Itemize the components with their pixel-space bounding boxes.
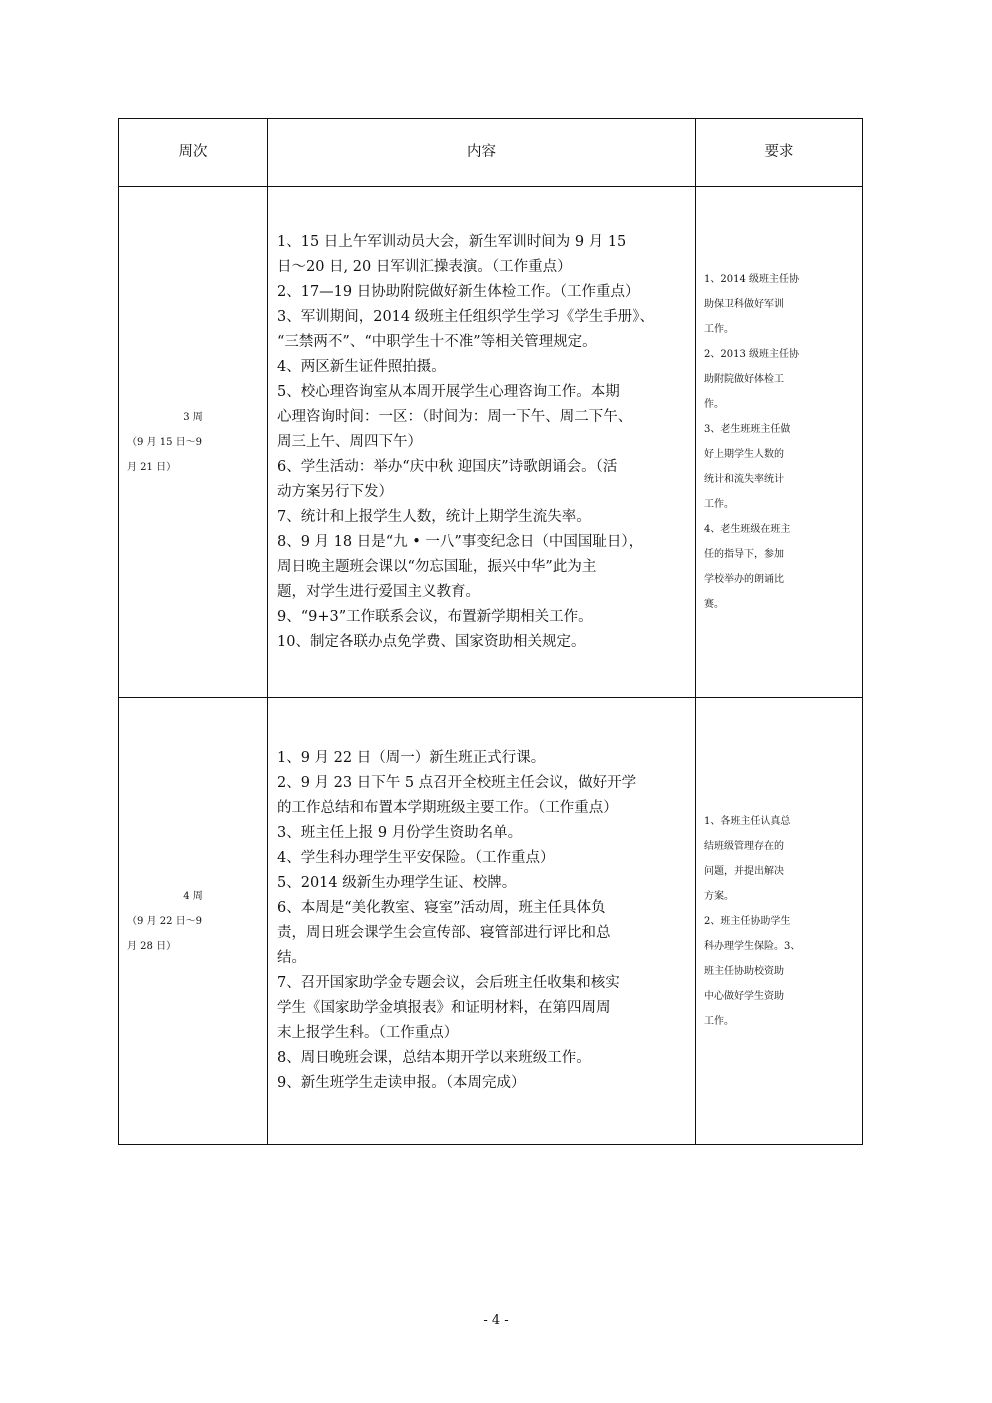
table-row [119,698,863,1145]
week-range: 月 28 日） [127,940,177,952]
text-line: 助附院做好体检工 [704,374,784,385]
week-range: 月 21 日） [127,461,177,473]
week-range: （9 月 15 日～9 [127,436,202,448]
text-line: 学生《国家助学金填报表》和证明材料，在第四周周 [277,1000,611,1016]
text-line: 周三上午、周四下午） [277,433,422,450]
text-line: 4、老生班级在班主 [704,524,791,535]
text-line: 责，周日班会课学生会宣传部、寝管部进行评比和总 [277,925,611,941]
text-line: 问题，并提出解决 [704,865,784,877]
text-line: 末上报学生科。（工作重点） [277,1025,459,1041]
header-week: 周次 [119,119,268,187]
content-lines [277,230,686,655]
text-line: 1、15 日上午军训动员大会，新生军训时间为 9 月 15 [277,233,627,250]
text-line: 10、制定各联办点免学费、国家资助相关规定。 [277,633,586,650]
content-cell [268,187,696,698]
text-line: 日～20 日, 20 日军训汇操表演。（工作重点） [277,258,572,275]
content-cell [268,698,696,1145]
week-cell [119,187,268,698]
text-line: 1、2014 级班主任协 [704,274,799,285]
text-line: 周日晚主题班会课以“勿忘国耻，振兴中华”此为主 [277,558,597,575]
text-line: 8、9 月 18 日是“九 • 一八”事变纪念日（中国国耻日）， [277,533,644,550]
text-line: 学校举办的朗诵比 [704,574,784,585]
text-line: 班主任协助校资助 [704,965,784,977]
text-line: 赛。 [704,599,724,610]
page-number: - 4 - [483,1313,509,1328]
text-line: 3、班主任上报 9 月份学生资助名单。 [277,825,523,841]
text-line: 工作。 [704,1015,734,1027]
text-line: 6、学生活动：举办“庆中秋 迎国庆”诗歌朗诵会。（活 [277,458,618,475]
text-line: 的工作总结和布置本学期班级主要工作。（工作重点） [277,800,618,816]
header-requirement: 要求 [696,119,863,187]
text-line: 4、学生科办理学生平安保险。（工作重点） [277,850,555,866]
week-label: 4 周 [183,890,203,902]
text-line: 工作。 [704,499,734,510]
text-line: “三禁两不”、“中职学生十不准”等相关管理规定。 [277,333,597,350]
text-line: 题，对学生进行爱国主义教育。 [277,583,480,600]
text-line: 7、召开国家助学金专题会议，会后班主任收集和核实 [277,975,620,991]
header-content: 内容 [268,119,696,187]
requirement-lines [704,267,854,617]
text-line: 7、统计和上报学生人数，统计上期学生流失率。 [277,508,591,525]
text-line: 9、新生班学生走读申报。（本周完成） [277,1075,526,1091]
text-line: 好上期学生人数的 [704,449,784,460]
text-line: 2、2013 级班主任协 [704,349,799,360]
text-line: 2、17—19 日协助附院做好新生体检工作。（工作重点） [277,283,640,300]
content-lines [277,746,686,1096]
requirement-cell [696,698,863,1145]
text-line: 方案。 [704,890,734,902]
text-line: 任的指导下，参加 [704,549,784,560]
text-line: 6、本周是“美化教室、寝室”活动周，班主任具体负 [277,900,606,916]
table-header-row [119,119,863,187]
week-cell [119,698,268,1145]
week-range: （9 月 22 日～9 [127,915,202,927]
text-line: 作。 [704,399,724,410]
text-line: 1、9 月 22 日（周一）新生班正式行课。 [277,750,546,766]
text-line: 科办理学生保险。3、 [704,940,801,952]
requirement-cell [696,187,863,698]
work-plan-table [118,118,863,1145]
table-row [119,187,863,698]
text-line: 4、两区新生证件照拍摄。 [277,358,446,375]
text-line: 结。 [277,950,306,966]
requirement-lines [704,809,854,1034]
week-label: 3 周 [183,411,203,423]
text-line: 动方案另行下发） [277,483,393,500]
text-line: 中心做好学生资助 [704,990,784,1002]
text-line: 2、9 月 23 日下午 5 点召开全校班主任会议，做好开学 [277,775,637,791]
text-line: 5、校心理咨询室从本周开展学生心理咨询工作。本期 [277,383,620,400]
text-line: 3、老生班班主任做 [704,424,791,435]
text-line: 3、军训期间，2014 级班主任组织学生学习《学生手册》、 [277,308,654,325]
text-line: 结班级管理存在的 [704,840,784,852]
text-line: 统计和流失率统计 [704,474,784,485]
text-line: 助保卫科做好军训 [704,299,784,310]
text-line: 2、班主任协助学生 [704,915,791,927]
text-line: 9、“9+3”工作联系会议，布置新学期相关工作。 [277,608,593,625]
text-line: 1、各班主任认真总 [704,815,791,827]
text-line: 心理咨询时间：一区：（时间为：周一下午、周二下午、 [277,408,633,425]
text-line: 工作。 [704,324,734,335]
text-line: 5、2014 级新生办理学生证、校牌。 [277,875,517,891]
text-line: 8、周日晚班会课，总结本期开学以来班级工作。 [277,1050,591,1066]
